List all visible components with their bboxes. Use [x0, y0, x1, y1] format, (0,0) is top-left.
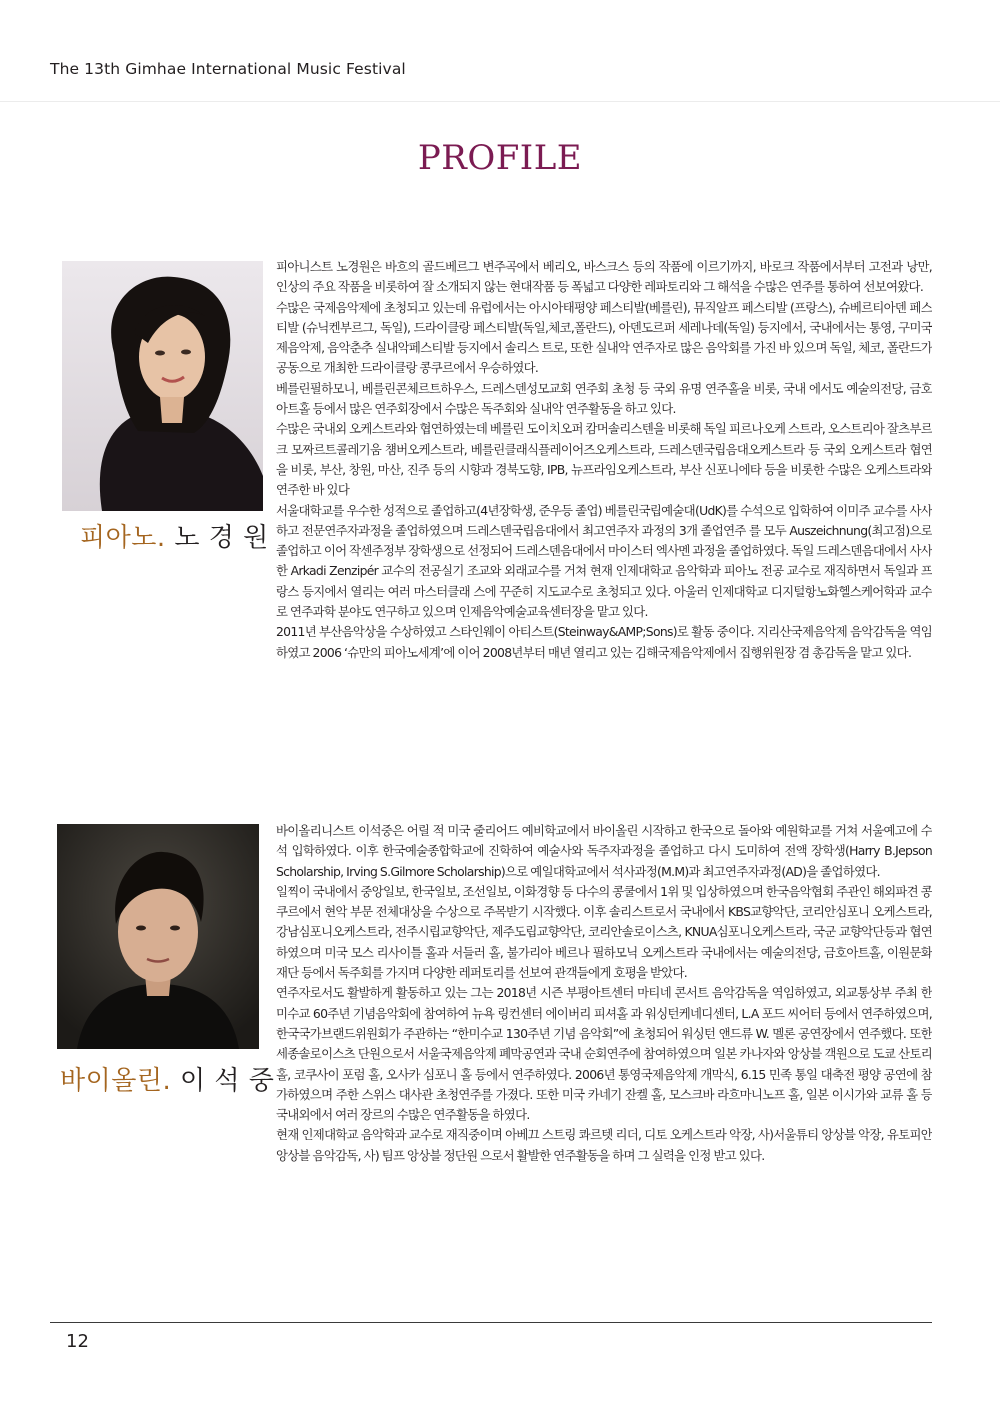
- page-header: [0, 0, 1000, 102]
- page-title: PROFILE: [417, 138, 583, 178]
- bio-paragraph: 2011년 부산음악상을 수상하였고 스타인웨이 아티스트(Steinway&AMP;Sons)로 활동 중이다. 지리산국제음악제 음악감독을 역임하였고 2006 ‘슈만의 피아노세계’에 이어 2008년부터 매년 열리고 있는 김해국제음악제에서 집행위원장 겸 총감독을 맡고 있다.: [276, 624, 932, 660]
- violinist-bio: [276, 821, 932, 1249]
- bio-paragraph: 피아니스트 노경원은 바흐의 골드베르그 변주곡에서 베리오, 바스크스 등의 작품에 이르기까지, 바로크 작품에서부터 고전과 낭만, 인상의 주요 작품을 비롯하여 잘 소개되지 않는 현대작품 등 폭넓고 다양한 레파토리와 그 해석을 수많은 연주를 통하여 선보여왔다.: [276, 259, 932, 295]
- bio-paragraph: 일찍이 국내에서 중앙일보, 한국일보, 조선일보, 이화경향 등 다수의 콩쿨에서 1위 및 입상하였으며 한국음악협회 주관인 해외파견 콩쿠르에서 현악 부문 전체대상을 수상으로 주목받기 시작했다. 이후 솔리스트로서 국내에서 KBS교향악단, 코리안심포니 오케스트라, 강남심포니오케스트라, 전주시립교향악단, 제주도립교향악단, 코리안솔로이스츠, KNUA심포니오케스트라, 국군 교향악단등과 협연하였으며 미국 모스 리사이틀 홀과 서들러 홀, 불가리아 베르나 필하모닉 오케스트라 국내에서는 예술의전당, 금호아트홀, 이원문화재단 등에서 독주회를 가지며 다양한 레퍼토리를 선보여 관객들에게 호평을 받았다.: [276, 883, 932, 981]
- bio-paragraph: 연주자로서도 활발하게 활동하고 있는 그는 2018년 시즌 부평아트센터 마티네 콘서트 음악감독을 역임하였고, 외교통상부 주최 한미수교 60주년 기념음악회에 참여하여 뉴욕 링컨센터 에이버리 피셔홀 과 워싱턴케네디센터, L.A 포드 씨어터 등에서 연주하였으며, 한국국가브랜드위원회가 주관하는 “한미수교 130주년 기념 음악회”에 초청되어 워싱턴 앤드류 W. 멜론 공연장에서 연주했다. 또한 세종솔로이스츠 단원으로서 서울국제음악제 폐막공연과 국내 순회연주에 참여하였으며 일본 카나자와 앙상블 객원으로 도쿄 산토리홀, 코쿠사이 포럼 홀, 오사카 심포니 홀 등에서 연주하였다. 2006년 통영국제음악제 개막식, 6.15 민족 통일 대축전 평양 공연에 참가하였으며 주한 스위스 대사관 초청연주를 가졌다. 또한 미국 카네기 잔켈 홀, 모스크바 라흐마니노프 홀, 일본 이시가와 교류 홀 등 국내외에서 여러 장르의 수많은 연주활동을 하였다.: [276, 985, 932, 1123]
- bio-paragraph: 바이올리니스트 이석중은 어릴 적 미국 줄리어드 예비학교에서 바이올린 시작하고 한국으로 돌아와 예원학교를 거쳐 서울예고에 수석 입학하였다. 이후 한국예술종합학교에 진학하여 예술사와 독주자과정을 졸업하고 다시 도미하여 전액 장학생(Harry B.Jepson Scholarship, Irving S.Gilmore Scholarship)으로 예일대학교에서 석사과정(M.M)과 최고연주자과정(AD)을 졸업하였다.: [276, 823, 932, 879]
- violinist-photo: [57, 824, 259, 1049]
- pianist-name: 노 경 원: [174, 523, 269, 553]
- festival-title: The 13th Gimhae International Music Festival: [50, 60, 406, 78]
- pianist-instrument: 피아노.: [80, 523, 166, 553]
- bio-paragraph: 수많은 국내외 오케스트라와 협연하였는데 베를린 도이치오퍼 캄머솔리스텐을 비롯해 독일 피르나오케 스트라, 오스트리아 잘츠부르크 모짜르트콜레기움 첌버오케스트라, 베를린클래식플레이어즈오케스트라, 드레스덴국립음대오케스트라 등 국외 오케스트라 협연을 비롯, 부산, 창원, 마산, 진주 등의 시향과 경북도향, IPB, 뉴프라임오케스트라, 부산 신포니에타 등을 비롯한 수많은 오케스트라와 연주한 바 있다: [276, 421, 932, 498]
- header-divider: [0, 101, 1000, 102]
- pianist-name-label: [80, 517, 269, 554]
- bio-paragraph: 베를린필하모니, 베를린콘체르트하우스, 드레스덴성모교회 연주회 초청 등 국외 유명 연주홀을 비롯, 국내 에서도 예술의전당, 금호아트홀 등에서 많은 연주회장에서 수많은 독주회와 실내악 연주활동을 하고 있다.: [276, 380, 932, 417]
- bio-paragraph: 서울대학교를 우수한 성적으로 졸업하고(4년장학생, 준우등 졸업) 베를린국립예술대(UdK)를 수석으로 입학하여 이미주 교수를 사사하고 전문연주자과정을 졸업하였으며 드레스덴국립음대에서 최고연주자 과정의 3개 졸업연주 를 모두 Auszeichnung(최고점)으로 졸업하고 이어 작센주정부 장학생으로 선정되어 드레스덴음대에서 마이스터 엑사멘 과정을 졸업하였다. 독일 드레스덴음대에서 사사한 Arkadi Zenzipér 교수의 전공실기 조교와 외래교수를 거쳐 현재 인제대학교 음악학과 피아노 전공 교수로 재직하면서 독일과 프랑스 등지에서 열리는 여러 마스터클래 스에 꾸준히 지도교수로 초청되고 있다. 아울러 인제대학교 디지털항노화헬스케어학과 교수로 연주과학 분야도 연구하고 있으며 인제음악예술교육센터장을 맡고 있다.: [276, 502, 932, 620]
- violinist-instrument: 바이올린.: [60, 1066, 172, 1096]
- bio-paragraph: 현재 인제대학교 음악학과 교수로 재직중이며 아베끄 스트링 콰르텟 리더, 디토 오케스트라 악장, 사)서울튜티 앙상블 악장, 유토피안 앙상블 음악감독, 사) 팀프 앙상블 정단원 으로서 활발한 연주활동을 하며 그 실력을 인정 받고 있다.: [276, 1127, 932, 1163]
- page-number: 12: [66, 1331, 89, 1352]
- violinist-name: 이 석 중: [180, 1066, 275, 1096]
- pianist-photo: [62, 261, 263, 511]
- violinist-name-label: [60, 1060, 274, 1097]
- pianist-bio: [276, 257, 932, 745]
- bio-paragraph: 수많은 국제음악제에 초청되고 있는데 유럽에서는 아시아태평양 페스티발(베를린), 뮤직알프 페스티발 (프랑스), 슈베르티아덴 페스티발 (슈닉켄부르그, 독일), 드라이클랑 페스티발(독일,체코,폴란드), 아덴도르퍼 세레나데(독일) 등지에서, 국내에서는 통영, 구미국제음악제, 음악춘추 실내악페스티발 등지에서 솔리스 트로, 또한 실내악 연주자로 많은 음악회를 가진 바 있으며 독일, 체코, 폴란드가 공동으로 개최한 드라이클랑 콩쿠르에서 우승하였다.: [276, 299, 932, 376]
- footer-divider: [50, 1322, 932, 1323]
